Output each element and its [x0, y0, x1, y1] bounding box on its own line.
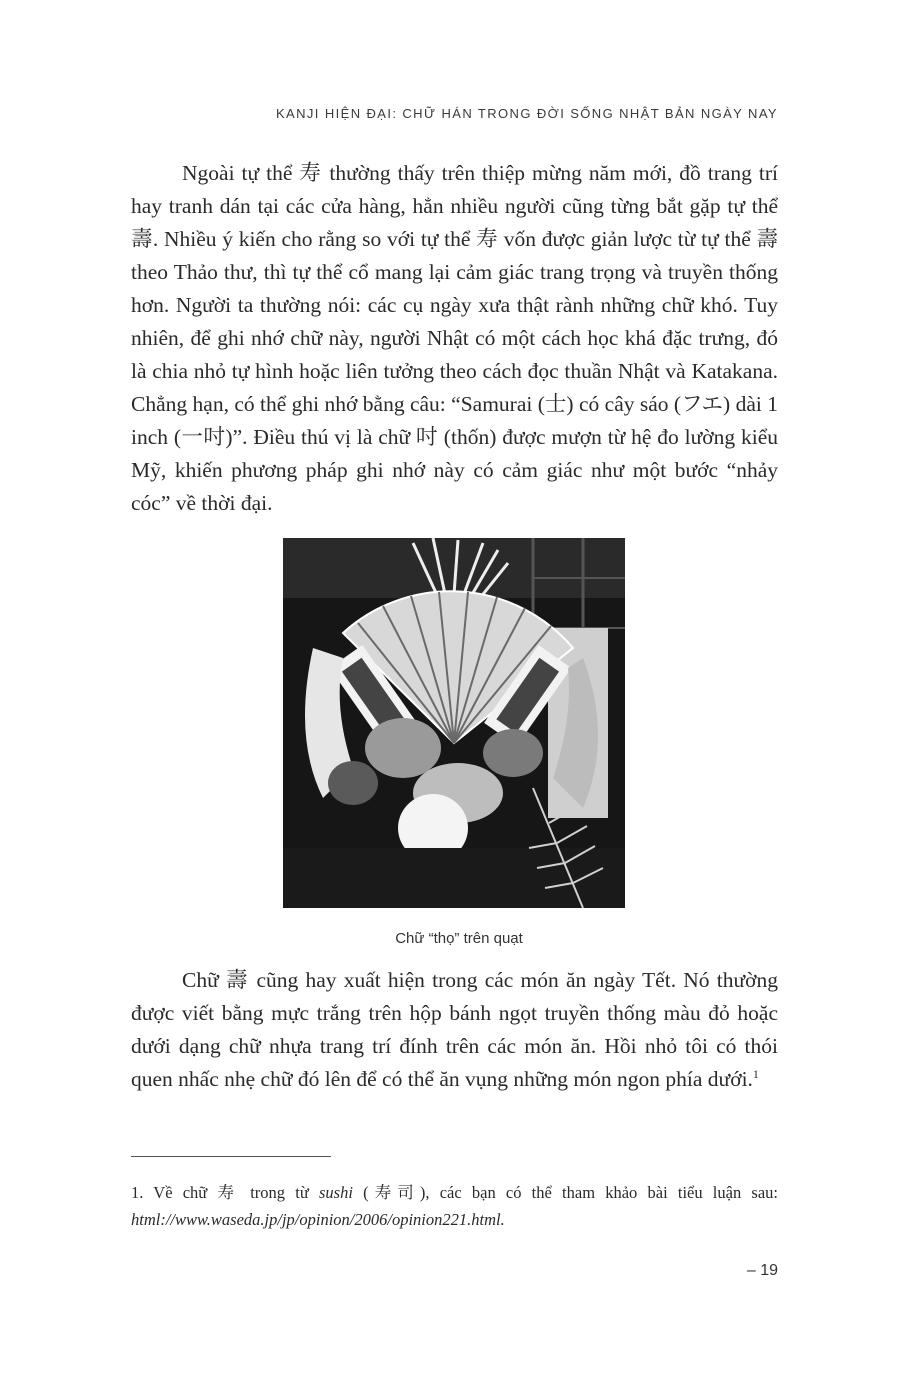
footnote-text-before: Về chữ 寿 trong từ: [153, 1183, 309, 1202]
fan-photo: [283, 538, 625, 908]
page-number: – 19: [746, 1262, 778, 1279]
footnote-text-after: (寿司), các bạn có thể tham khảo bài tiểu luận sau:: [363, 1183, 778, 1202]
figure-caption: Chữ “thọ” trên quạt: [395, 930, 523, 947]
paragraph-1-text: Ngoài tự thể 寿 thường thấy trên thiệp mừng năm mới, đồ trang trí hay tranh dán tại các cửa hàng, hẳn nhiều người cũng từng bắt gặp tự thể 壽. Nhiều ý kiến cho rằng so với tự thể 寿 vốn được giản lược từ tự thể 壽 theo Thảo thư, thì tự thể cổ mang lại cảm giác trang trọng và truyền thống hơn. Người ta thường nói: các cụ ngày xưa thật rành những chữ khó. Tuy nhiên, để ghi nhớ chữ này, người Nhật có một cách học khá đặc trưng, đó là chia nhỏ tự hình hoặc liên tưởng theo cách đọc thuần Nhật và Katakana. Chẳng hạn, có thể ghi nhớ bằng câu: “Samurai (士) có cây sáo (フエ) dài 1 inch (一吋)”. Điều thú vị là chữ 吋 (thốn) được mượn từ hệ đo lường kiểu Mỹ, khiến phương pháp ghi nhớ này có cảm giác như một bước “nhảy cóc” về thời đại.: [131, 161, 778, 515]
running-header: KANJI HIỆN ĐẠI: CHỮ HÁN TRONG ĐỜI SỐNG NHẬT BẢN NGÀY NAY: [275, 106, 778, 121]
body-paragraph-1: [131, 157, 778, 520]
footnote-divider: [131, 1156, 331, 1157]
footnote-reference: 1: [752, 1066, 759, 1081]
body-paragraph-2: [131, 964, 778, 1096]
footnote: [131, 1179, 778, 1233]
footnote-term: sushi: [319, 1183, 353, 1202]
footnote-url: html://www.waseda.jp/jp/opinion/2006/opinion221.html.: [131, 1210, 505, 1229]
footnote-number: 1.: [131, 1183, 144, 1202]
paragraph-2-text: Chữ 壽 cũng hay xuất hiện trong các món ăn ngày Tết. Nó thường được viết bằng mực trắng trên hộp bánh ngọt truyền thống màu đỏ hoặc dưới dạng chữ nhựa trang trí đính trên các món ăn. Hồi nhỏ tôi có thói quen nhấc nhẹ chữ đó lên để có thể ăn vụng những món ngon phía dưới.: [131, 968, 778, 1091]
